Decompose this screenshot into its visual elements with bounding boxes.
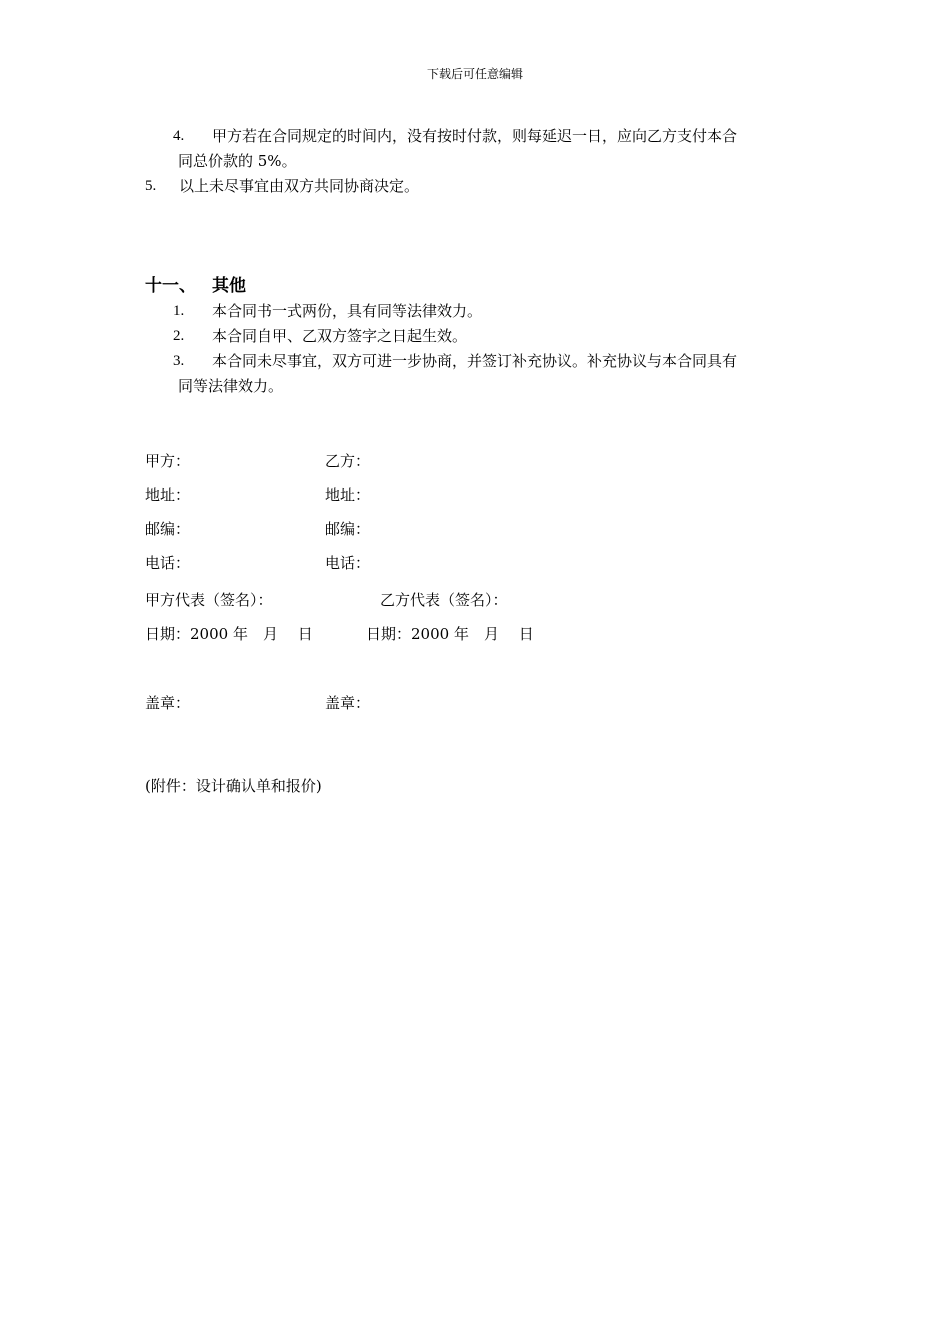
phone-b-label: 电话：	[325, 554, 371, 572]
clause-5-line1: 以上未尽事宜由双方共同协商决定。	[179, 177, 420, 195]
item-1-text: 本合同书一式两份，具有同等法律效力。	[212, 302, 483, 320]
rep-a-label: 甲方代表（签名）：	[145, 591, 273, 609]
item-2-text: 本合同自甲、乙双方签字之日起生效。	[212, 327, 468, 345]
item-2-number: 2.	[173, 328, 185, 344]
date-b-label: 日期：2000 年 月 日	[366, 625, 534, 643]
party-a-label: 甲方：	[145, 452, 191, 470]
address-a-label: 地址：	[145, 486, 191, 504]
item-3-number: 3.	[173, 353, 185, 369]
item-3-line1: 本合同未尽事宜，双方可进一步协商，并签订补充协议。补充协议与本合同具有	[212, 352, 738, 370]
seal-b-label: 盖章：	[325, 694, 371, 712]
postcode-b-label: 邮编：	[325, 520, 371, 538]
section-title: 其他	[212, 276, 246, 296]
section-number: 十一、	[145, 276, 196, 296]
clause-4-line2: 同总价款的 5%。	[178, 152, 297, 170]
clause-4-line1: 甲方若在合同规定的时间内，没有按时付款，则每延迟一日，应向乙方支付本合	[212, 127, 738, 145]
seal-a-label: 盖章：	[145, 694, 191, 712]
item-3-line2: 同等法律效力。	[178, 377, 284, 395]
attachment-note: (附件：设计确认单和报价)	[145, 777, 322, 795]
party-b-label: 乙方：	[325, 452, 371, 470]
rep-b-label: 乙方代表（签名）：	[380, 591, 508, 609]
address-b-label: 地址：	[325, 486, 371, 504]
date-a-label: 日期：2000 年 月 日	[145, 625, 313, 643]
phone-a-label: 电话：	[145, 554, 191, 572]
header-note: 下载后可任意编辑	[426, 67, 523, 81]
postcode-a-label: 邮编：	[145, 520, 191, 538]
item-1-number: 1.	[173, 303, 185, 319]
clause-5-number: 5.	[145, 178, 157, 194]
clause-4-number: 4.	[173, 128, 185, 144]
